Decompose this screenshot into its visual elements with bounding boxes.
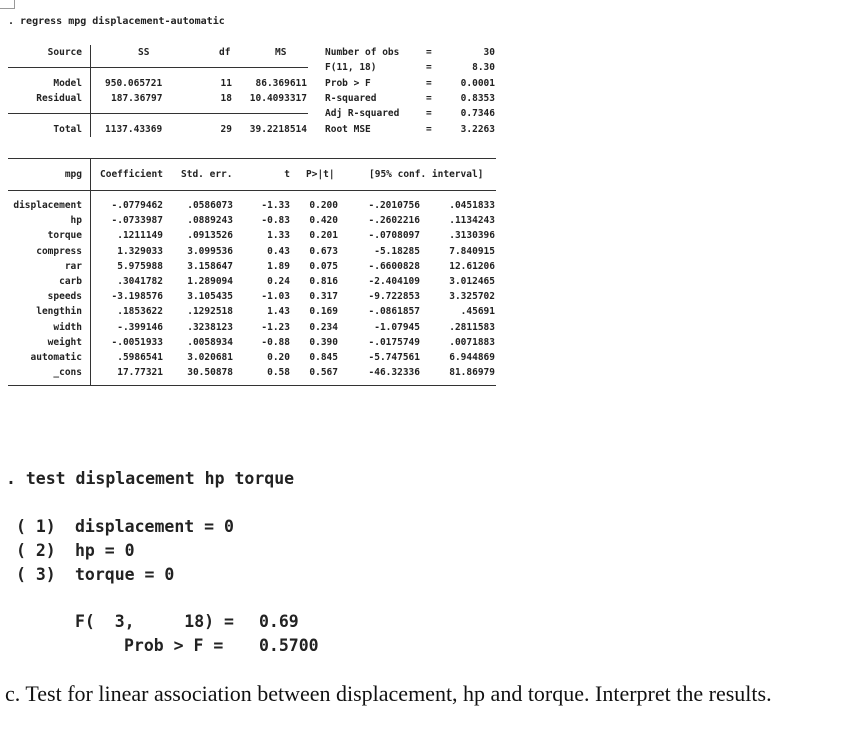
coef-var: automatic [30, 352, 82, 363]
coef-ci-lower: -5.747561 [368, 352, 420, 363]
stat-value: 8.30 [472, 62, 495, 73]
stat-value: 3.2263 [460, 124, 495, 135]
coef-se: 3.020681 [187, 352, 233, 363]
coef-var: width [53, 322, 82, 333]
coef-value: .1853622 [117, 306, 163, 317]
anova-ss: 187.36797 [111, 93, 163, 104]
coef-p: 0.567 [309, 367, 338, 378]
anova-ss: 950.065721 [105, 78, 163, 89]
coef-se: 30.50878 [187, 367, 233, 378]
stat-eq: = [426, 78, 432, 89]
coef-p: 0.845 [309, 352, 338, 363]
coef-ci-lower: -9.722853 [368, 291, 420, 302]
coef-p: 0.816 [309, 276, 338, 287]
coef-t: 0.58 [267, 367, 290, 378]
coef-t: -0.83 [261, 215, 290, 226]
coef-ci-upper: 7.840915 [449, 246, 495, 257]
coef-p: 0.420 [309, 215, 338, 226]
coef-t: 1.89 [267, 261, 290, 272]
constraint-expr: torque = 0 [75, 565, 175, 584]
coef-var: hp [70, 215, 82, 226]
coef-p: 0.673 [309, 246, 338, 257]
coef-t: 0.43 [267, 246, 290, 257]
stat-label: Number of obs [325, 47, 400, 58]
coef-ci-upper: 12.61206 [449, 261, 495, 272]
coef-var: _cons [53, 367, 82, 378]
coef-header-rule [8, 190, 496, 191]
coef-ci-lower: -.2602216 [368, 215, 420, 226]
coef-ci-upper: 3.325702 [449, 291, 495, 302]
stat-label: Prob > F [325, 78, 371, 89]
anova-divider [90, 45, 91, 137]
coef-header-ci: [95% conf. interval] [369, 169, 484, 180]
coef-ci-lower: -.0861857 [368, 306, 420, 317]
coef-t: 0.20 [267, 352, 290, 363]
question-text: c. Test for linear association between displacement, hp and torque. Interpret the results. [5, 681, 772, 706]
anova-df: 29 [220, 124, 232, 135]
coef-p: 0.169 [309, 306, 338, 317]
constraint-expr: displacement = 0 [75, 517, 234, 536]
anova-total-rule [8, 113, 308, 114]
stat-value: 0.8353 [460, 93, 495, 104]
stat-label: F(11, 18) [325, 62, 377, 73]
coef-se: 1.289094 [187, 276, 233, 287]
coef-ci-upper: .2811583 [449, 322, 495, 333]
coef-ci-lower: -.0175749 [368, 337, 420, 348]
coef-bottom-rule [8, 385, 496, 386]
coef-var: compress [36, 246, 82, 257]
coef-ci-lower: -5.18285 [374, 246, 420, 257]
coef-ci-lower: -.2010756 [368, 200, 420, 211]
f-stat-label: F( 3, 18) = [75, 612, 234, 631]
coef-value: .3041782 [117, 276, 163, 287]
stat-value: 0.0001 [460, 78, 495, 89]
coef-var: lengthin [36, 306, 82, 317]
coef-se: 3.158647 [187, 261, 233, 272]
coef-p: 0.201 [309, 230, 338, 241]
coef-value: -.0779462 [111, 200, 163, 211]
coef-ci-upper: 3.012465 [449, 276, 495, 287]
coef-t: -1.33 [261, 200, 290, 211]
coef-top-rule [8, 158, 496, 159]
stat-label: Adj R-squared [325, 108, 400, 119]
coef-se: .3238123 [187, 322, 233, 333]
coef-divider [90, 158, 91, 386]
coef-value: .5986541 [117, 352, 163, 363]
coef-value: -.0733987 [111, 215, 163, 226]
coef-p: 0.234 [309, 322, 338, 333]
stat-eq: = [426, 124, 432, 135]
coef-ci-upper: .0071883 [449, 337, 495, 348]
anova-ms: 10.4093317 [249, 93, 307, 104]
coef-value: .1211149 [117, 230, 163, 241]
coef-p: 0.317 [309, 291, 338, 302]
coef-se: .0058934 [187, 337, 233, 348]
coef-ci-lower: -2.404109 [368, 276, 420, 287]
stat-value: 0.7346 [460, 108, 495, 119]
coef-var: torque [47, 230, 82, 241]
regress-command: . regress mpg displacement-automatic [8, 16, 225, 27]
coef-p: 0.390 [309, 337, 338, 348]
coef-p: 0.200 [309, 200, 338, 211]
coef-var: speeds [47, 291, 82, 302]
anova-header-ss: SS [138, 47, 150, 58]
coef-ci-upper: .1134243 [449, 215, 495, 226]
coef-var: weight [47, 337, 82, 348]
f-stat-value: 0.69 [259, 612, 299, 631]
test-command: . test displacement hp torque [6, 469, 295, 488]
anova-header-ms: MS [275, 47, 287, 58]
coef-se: 3.099536 [187, 246, 233, 257]
coef-value: -.399146 [117, 322, 163, 333]
constraint-expr: hp = 0 [75, 541, 135, 560]
anova-source: Residual [36, 93, 82, 104]
anova-source: Total [53, 124, 82, 135]
stat-value: 30 [483, 47, 495, 58]
coef-t: 1.43 [267, 306, 290, 317]
stat-eq: = [426, 62, 432, 73]
anova-df: 18 [220, 93, 232, 104]
coef-value: 17.77321 [117, 367, 163, 378]
coef-ci-upper: .0451833 [449, 200, 495, 211]
frame-corner [0, 0, 15, 9]
constraint-number: ( 2) [16, 541, 56, 560]
prob-label: Prob > F = [124, 636, 224, 655]
coef-ci-lower: -46.32336 [368, 367, 420, 378]
coef-var: carb [59, 276, 82, 287]
coef-t: 1.33 [267, 230, 290, 241]
coef-se: .0586073 [187, 200, 233, 211]
coef-ci-upper: .3130396 [449, 230, 495, 241]
coef-ci-upper: .45691 [460, 306, 495, 317]
stat-eq: = [426, 47, 432, 58]
anova-ss: 1137.43369 [105, 124, 163, 135]
coef-var: displacement [13, 200, 82, 211]
coef-header-coef: Coefficient [100, 169, 163, 180]
stat-label: Root MSE [325, 124, 371, 135]
coef-var: rar [64, 261, 82, 272]
anova-ms: 39.2218514 [249, 124, 307, 135]
coef-value: -.0051933 [111, 337, 163, 348]
coef-se: .0889243 [187, 215, 233, 226]
prob-value: 0.5700 [259, 636, 319, 655]
coef-header-se: Std. err. [181, 169, 233, 180]
anova-header-source: Source [47, 47, 82, 58]
stat-label: R-squared [325, 93, 377, 104]
coef-t: 0.24 [267, 276, 290, 287]
coef-ci-upper: 6.944869 [449, 352, 495, 363]
coef-p: 0.075 [309, 261, 338, 272]
anova-source: Model [53, 78, 82, 89]
constraint-number: ( 3) [16, 565, 56, 584]
coef-ci-lower: -.6600828 [368, 261, 420, 272]
anova-header-df: df [219, 47, 231, 58]
coef-header-var: mpg [64, 169, 82, 180]
coef-t: -1.03 [261, 291, 290, 302]
coef-value: 1.329033 [117, 246, 163, 257]
stat-eq: = [426, 93, 432, 104]
anova-ms: 86.369611 [255, 78, 307, 89]
coef-ci-upper: 81.86979 [449, 367, 495, 378]
anova-header-rule [8, 67, 308, 68]
coef-se: 3.105435 [187, 291, 233, 302]
coef-se: .1292518 [187, 306, 233, 317]
coef-se: .0913526 [187, 230, 233, 241]
coef-ci-lower: -1.07945 [374, 322, 420, 333]
coef-value: 5.975988 [117, 261, 163, 272]
stat-eq: = [426, 108, 432, 119]
coef-header-p: P>|t| [306, 169, 335, 180]
anova-df: 11 [220, 78, 232, 89]
constraint-number: ( 1) [16, 517, 56, 536]
coef-t: -1.23 [261, 322, 290, 333]
coef-value: -3.198576 [111, 291, 163, 302]
coef-t: -0.88 [261, 337, 290, 348]
coef-header-t: t [284, 169, 290, 180]
coef-ci-lower: -.0708097 [368, 230, 420, 241]
